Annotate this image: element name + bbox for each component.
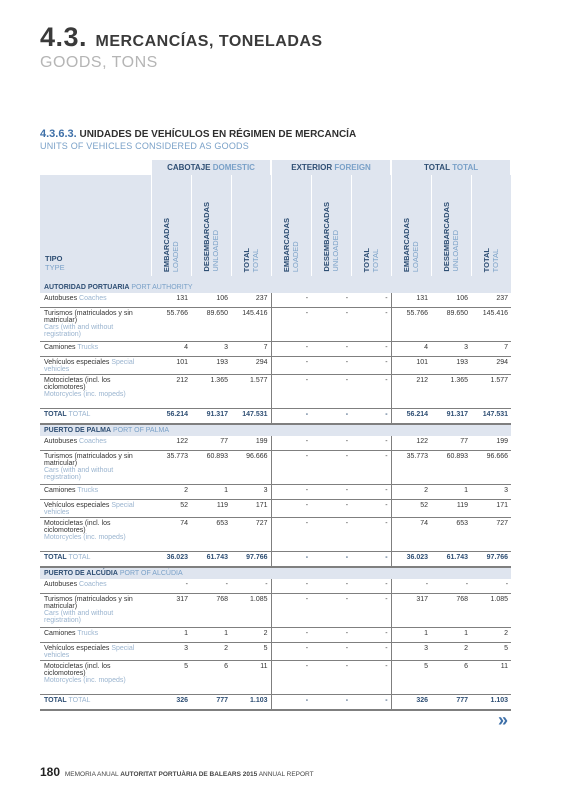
cell-value: - — [271, 485, 311, 500]
cell-value: - — [351, 594, 391, 628]
cell-value: 237 — [231, 293, 271, 308]
cell-value: - — [351, 552, 391, 568]
cell-value: - — [351, 500, 391, 518]
cell-value: 1.365 — [431, 375, 471, 409]
cell-value: 7 — [471, 342, 511, 357]
cell-value: 36.023 — [151, 552, 191, 568]
cell-value: - — [191, 579, 231, 594]
cell-value: 1.577 — [471, 375, 511, 409]
table-row — [40, 357, 511, 375]
cell-value: - — [311, 579, 351, 594]
table-row — [40, 643, 511, 661]
chapter-number: 4.3. — [40, 22, 88, 52]
chapter-title-english: GOODS, TONS — [40, 54, 158, 71]
group-header-domestic: CABOTAJE DOMESTIC — [151, 160, 271, 175]
cell-value: 3 — [191, 342, 231, 357]
column-header: TOTAL TOTAL — [231, 175, 271, 276]
cell-value: 317 — [151, 594, 191, 628]
table-row — [40, 661, 511, 695]
cell-value: 2 — [471, 628, 511, 643]
cell-value: 106 — [431, 293, 471, 308]
table-row — [40, 342, 511, 357]
row-label: Camiones Trucks — [40, 342, 151, 357]
total-row — [40, 695, 511, 711]
cell-value: 119 — [191, 500, 231, 518]
cell-value: - — [351, 661, 391, 695]
cell-value: 1.577 — [231, 375, 271, 409]
cell-value: 77 — [191, 436, 231, 451]
row-label: Motocicletas (incl. los ciclomotores) Motorcycles (inc. mopeds) — [40, 661, 151, 695]
table-row — [40, 628, 511, 643]
section-title: UNIDADES DE VEHÍCULOS EN RÉGIMEN DE MERCANCÍA — [79, 129, 357, 140]
cell-value: 3 — [151, 643, 191, 661]
table-row — [40, 293, 511, 308]
total-row — [40, 552, 511, 568]
cell-value: 89.650 — [191, 308, 231, 342]
cell-value: - — [351, 485, 391, 500]
cell-value: - — [351, 628, 391, 643]
cell-value: 171 — [231, 500, 271, 518]
cell-value: 5 — [471, 643, 511, 661]
cell-value: 5 — [151, 661, 191, 695]
cell-value: 777 — [191, 695, 231, 711]
cell-value: 97.766 — [471, 552, 511, 568]
cell-value: 145.416 — [471, 308, 511, 342]
row-label: TOTAL TOTAL — [40, 552, 151, 568]
cell-value: 35.773 — [391, 451, 431, 485]
vehicle-units-table — [40, 160, 512, 711]
cell-value: - — [351, 695, 391, 711]
cell-value: - — [351, 451, 391, 485]
table-row — [40, 518, 511, 552]
row-label: Turismos (matriculados y sin matricular) Cars (with and without registration) — [40, 594, 151, 628]
group-header-row — [40, 160, 511, 175]
row-label: Camiones Trucks — [40, 485, 151, 500]
cell-value: - — [271, 643, 311, 661]
cell-value: - — [271, 293, 311, 308]
cell-value: 52 — [391, 500, 431, 518]
cell-value: 119 — [431, 500, 471, 518]
cell-value: 2 — [151, 485, 191, 500]
cell-value: - — [311, 518, 351, 552]
cell-value: 727 — [231, 518, 271, 552]
cell-value: - — [311, 661, 351, 695]
cell-value: - — [311, 695, 351, 711]
cell-value: - — [351, 308, 391, 342]
chapter-header — [40, 22, 323, 71]
cell-value: 212 — [391, 375, 431, 409]
table-row — [40, 436, 511, 451]
cell-value: 199 — [231, 436, 271, 451]
cell-value: - — [311, 552, 351, 568]
cell-value: - — [151, 579, 191, 594]
cell-value: 1 — [191, 628, 231, 643]
cell-value: - — [271, 628, 311, 643]
cell-value: - — [351, 342, 391, 357]
cell-value: 77 — [431, 436, 471, 451]
section-header-row: AUTORIDAD PORTUARIA PORT AUTHORITY — [40, 282, 511, 293]
cell-value: 11 — [471, 661, 511, 695]
cell-value: 777 — [431, 695, 471, 711]
cell-value: - — [351, 643, 391, 661]
cell-value: 52 — [151, 500, 191, 518]
cell-value: 5 — [231, 643, 271, 661]
cell-value: 147.531 — [231, 409, 271, 425]
group-header-foreign: EXTERIOR FOREIGN — [271, 160, 391, 175]
cell-value: 131 — [391, 293, 431, 308]
cell-value: 6 — [191, 661, 231, 695]
cell-value: 1.365 — [191, 375, 231, 409]
cell-value: 122 — [391, 436, 431, 451]
cell-value: 96.666 — [231, 451, 271, 485]
cell-value: 2 — [391, 485, 431, 500]
row-label: Autobuses Coaches — [40, 293, 151, 308]
cell-value: 56.214 — [151, 409, 191, 425]
cell-value: 294 — [471, 357, 511, 375]
cell-value: 61.743 — [191, 552, 231, 568]
cell-value: 212 — [151, 375, 191, 409]
cell-value: - — [311, 436, 351, 451]
cell-value: 653 — [431, 518, 471, 552]
cell-value: - — [311, 485, 351, 500]
section-heading — [40, 128, 356, 151]
cell-value: - — [471, 579, 511, 594]
cell-value: 1.103 — [231, 695, 271, 711]
column-header: DESEMBARCADAS UNLOADED — [311, 175, 351, 276]
cell-value: 61.743 — [431, 552, 471, 568]
cell-value: 3 — [471, 485, 511, 500]
cell-value: 74 — [391, 518, 431, 552]
cell-value: 35.773 — [151, 451, 191, 485]
double-chevron-right-icon[interactable]: » — [498, 710, 509, 730]
cell-value: 1 — [191, 485, 231, 500]
cell-value: 326 — [391, 695, 431, 711]
table-row — [40, 594, 511, 628]
cell-value: 3 — [391, 643, 431, 661]
cell-value: 55.766 — [151, 308, 191, 342]
table-body — [40, 282, 511, 710]
cell-value: - — [351, 375, 391, 409]
cell-value: 727 — [471, 518, 511, 552]
column-header: EMBARCADAS LOADED — [391, 175, 431, 276]
cell-value: - — [311, 342, 351, 357]
section-number: 4.3.6.3. — [40, 128, 77, 140]
cell-value: 6 — [431, 661, 471, 695]
cell-value: 1.103 — [471, 695, 511, 711]
cell-value: 1 — [431, 485, 471, 500]
cell-value: 56.214 — [391, 409, 431, 425]
section-header-row: PUERTO DE PALMA PORT OF PALMA — [40, 424, 511, 436]
cell-value: - — [431, 579, 471, 594]
cell-value: 193 — [431, 357, 471, 375]
row-label: Vehículos especiales Special vehicles — [40, 500, 151, 518]
cell-value: 2 — [231, 628, 271, 643]
cell-value: - — [271, 357, 311, 375]
cell-value: - — [271, 594, 311, 628]
cell-value: - — [271, 409, 311, 425]
cell-value: 3 — [231, 485, 271, 500]
cell-value: 36.023 — [391, 552, 431, 568]
row-label: Motocicletas (incl. los ciclomotores) Motorcycles (inc. mopeds) — [40, 518, 151, 552]
column-header: EMBARCADAS LOADED — [151, 175, 191, 276]
cell-value: 4 — [151, 342, 191, 357]
row-label: Autobuses Coaches — [40, 579, 151, 594]
cell-value: 55.766 — [391, 308, 431, 342]
cell-value: 1 — [431, 628, 471, 643]
cell-value: - — [271, 579, 311, 594]
section-header-row: PUERTO DE ALCÚDIA PORT OF ALCÚDIA — [40, 567, 511, 579]
cell-value: 2 — [431, 643, 471, 661]
cell-value: - — [311, 643, 351, 661]
table-row — [40, 451, 511, 485]
cell-value: - — [311, 409, 351, 425]
cell-value: - — [391, 579, 431, 594]
page-number: 180 — [40, 765, 61, 779]
cell-value: - — [311, 357, 351, 375]
column-header: EMBARCADAS LOADED — [271, 175, 311, 276]
row-label: Camiones Trucks — [40, 628, 151, 643]
group-header-total: TOTAL TOTAL — [391, 160, 511, 175]
cell-value: 97.766 — [231, 552, 271, 568]
cell-value: 122 — [151, 436, 191, 451]
cell-value: 171 — [471, 500, 511, 518]
cell-value: - — [271, 695, 311, 711]
cell-value: - — [351, 518, 391, 552]
row-label: TOTAL TOTAL — [40, 695, 151, 711]
cell-value: 768 — [431, 594, 471, 628]
column-header-row — [40, 175, 511, 276]
cell-value: 106 — [191, 293, 231, 308]
cell-value: 60.893 — [191, 451, 231, 485]
cell-value: - — [311, 594, 351, 628]
cell-value: 147.531 — [471, 409, 511, 425]
column-header: TOTAL TOTAL — [471, 175, 511, 276]
cell-value: 4 — [391, 342, 431, 357]
column-header: DESEMBARCADAS UNLOADED — [191, 175, 231, 276]
cell-value: - — [311, 451, 351, 485]
row-label: Turismos (matriculados y sin matricular) Cars (with and without registration) — [40, 308, 151, 342]
cell-value: 91.317 — [191, 409, 231, 425]
cell-value: 1.085 — [471, 594, 511, 628]
cell-value: 294 — [231, 357, 271, 375]
cell-value: - — [271, 436, 311, 451]
cell-value: - — [311, 375, 351, 409]
cell-value: 89.650 — [431, 308, 471, 342]
cell-value: 1 — [151, 628, 191, 643]
row-label: Turismos (matriculados y sin matricular) Cars (with and without registration) — [40, 451, 151, 485]
cell-value: - — [351, 293, 391, 308]
cell-value: - — [231, 579, 271, 594]
cell-value: - — [271, 451, 311, 485]
cell-value: - — [311, 500, 351, 518]
section-title-english: UNITS OF VEHICLES CONSIDERED AS GOODS — [40, 141, 249, 151]
cell-value: 317 — [391, 594, 431, 628]
cell-value: 768 — [191, 594, 231, 628]
table-row — [40, 579, 511, 594]
type-column-header: TIPO TYPE — [40, 175, 151, 276]
cell-value: 193 — [191, 357, 231, 375]
cell-value: 199 — [471, 436, 511, 451]
cell-value: - — [311, 308, 351, 342]
column-header: DESEMBARCADAS UNLOADED — [431, 175, 471, 276]
cell-value: 1.085 — [231, 594, 271, 628]
cell-value: - — [271, 518, 311, 552]
cell-value: 11 — [231, 661, 271, 695]
cell-value: 5 — [391, 661, 431, 695]
cell-value: 91.317 — [431, 409, 471, 425]
cell-value: - — [271, 308, 311, 342]
cell-value: 237 — [471, 293, 511, 308]
cell-value: 1 — [391, 628, 431, 643]
cell-value: 96.666 — [471, 451, 511, 485]
row-label: Vehículos especiales Special vehicles — [40, 643, 151, 661]
table-row — [40, 308, 511, 342]
chapter-title: MERCANCÍAS, TONELADAS — [95, 33, 323, 50]
cell-value: 101 — [391, 357, 431, 375]
column-header: TOTAL TOTAL — [351, 175, 391, 276]
cell-value: - — [271, 500, 311, 518]
cell-value: - — [351, 409, 391, 425]
table-row — [40, 485, 511, 500]
table-row — [40, 375, 511, 409]
row-label: Motocicletas (incl. los ciclomotores) Motorcycles (inc. mopeds) — [40, 375, 151, 409]
cell-value: - — [351, 436, 391, 451]
table-row — [40, 500, 511, 518]
cell-value: - — [351, 579, 391, 594]
cell-value: - — [271, 661, 311, 695]
cell-value: - — [311, 628, 351, 643]
cell-value: 101 — [151, 357, 191, 375]
cell-value: 131 — [151, 293, 191, 308]
row-label: Autobuses Coaches — [40, 436, 151, 451]
page-footer: 180 MEMORIA ANUAL AUTORITAT PORTUÀRIA DE BALEARS 2015 ANNUAL REPORT — [40, 765, 314, 779]
cell-value: - — [271, 342, 311, 357]
cell-value: 326 — [151, 695, 191, 711]
cell-value: 3 — [431, 342, 471, 357]
row-label: TOTAL TOTAL — [40, 409, 151, 425]
total-row — [40, 409, 511, 425]
cell-value: 653 — [191, 518, 231, 552]
row-label: Vehículos especiales Special vehicles — [40, 357, 151, 375]
cell-value: - — [271, 552, 311, 568]
cell-value: - — [311, 293, 351, 308]
cell-value: - — [351, 357, 391, 375]
cell-value: 145.416 — [231, 308, 271, 342]
cell-value: 2 — [191, 643, 231, 661]
cell-value: 60.893 — [431, 451, 471, 485]
cell-value: - — [271, 375, 311, 409]
cell-value: 7 — [231, 342, 271, 357]
cell-value: 74 — [151, 518, 191, 552]
